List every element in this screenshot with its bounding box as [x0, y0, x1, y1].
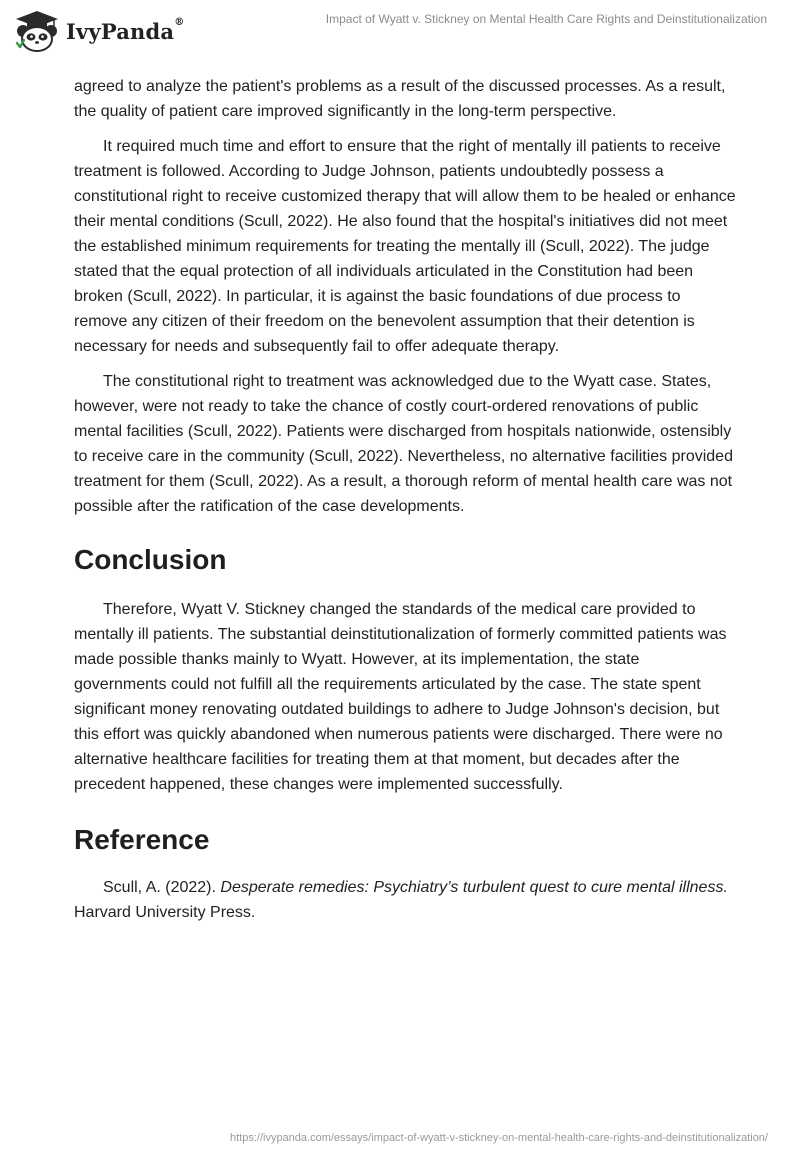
conclusion-heading: Conclusion [74, 544, 227, 575]
paragraph-continuation: agreed to analyze the patient's problems as a result of the discussed processes. As a result, the quality of patient care improved significantly in the long-term perspective. [74, 78, 726, 120]
reference-publisher: Harvard University Press. [74, 904, 256, 921]
source-url[interactable]: https://ivypanda.com/essays/impact-of-wyatt-v-stickney-on-mental-health-care-rights-and-deinstitutionalization/ [229, 1132, 768, 1144]
document-title: Impact of Wyatt v. Stickney on Mental Health Care Rights and Deinstitutionalization [325, 12, 767, 26]
paragraph-constitutional-right: The constitutional right to treatment was acknowledged due to the Wyatt case. States, however, were not ready to take the chance of costly court-ordered renovations of public mental facilities (Scull, 2022). Patients were discharged from hospitals nationwide, ostensibly to receive care in the community (Scull, 2022). Nevertheless, no alternative facilities provided treatment for them (Scull, 2022). As a result, a thorough reform of mental health care was not possible after the ratification of the case developments. [74, 373, 733, 515]
essay-body [74, 74, 736, 935]
reference-entry [74, 875, 736, 925]
reference-heading: Reference [74, 824, 210, 855]
ivypanda-logo[interactable] [14, 8, 214, 54]
page-header [0, 0, 800, 62]
registered-mark: ® [174, 16, 185, 28]
reference-author-year: Scull, A. (2022). [103, 879, 221, 896]
reference-title: Desperate remedies: Psychiatry’s turbulent quest to cure mental illness. [220, 879, 728, 896]
conclusion-paragraph: Therefore, Wyatt V. Stickney changed the standards of the medical care provided to mentally ill patients. The substantial deinstitutionalization of formerly committed patients was made possible thanks mainly to Wyatt. However, at its implementation, the state governments could not fulfill all the requirements articulated by the case. The state spent significant money renovating outdated buildings to adhere to Judge Johnson's decision, but this effort was quickly abandoned when numerous patients were discharged. There were no alternative healthcare facilities for treating them at that moment, but decades after the precedent happened, these changes were implemented successfully. [74, 601, 727, 793]
brand-name: IvyPanda® [66, 16, 185, 44]
panda-graduation-icon [14, 9, 60, 53]
paragraph-right-to-treatment: It required much time and effort to ensure that the right of mentally ill patients to receive treatment is followed. According to Judge Johnson, patients undoubtedly possess a constitutional right to receive customized therapy that will allow them to be healed or enhance their mental conditions (Scull, 2022). He also found that the hospital's initiatives did not meet the established minimum requirements for treating the mentally ill (Scull, 2022). The judge stated that the equal protection of all individuals articulated in the Constitution had been broken (Scull, 2022). In particular, it is against the basic foundations of due process to remove any citizen of their freedom on the benevolent assumption that their detention is necessary for needs and subsequently fail to offer adequate therapy. [74, 138, 736, 355]
